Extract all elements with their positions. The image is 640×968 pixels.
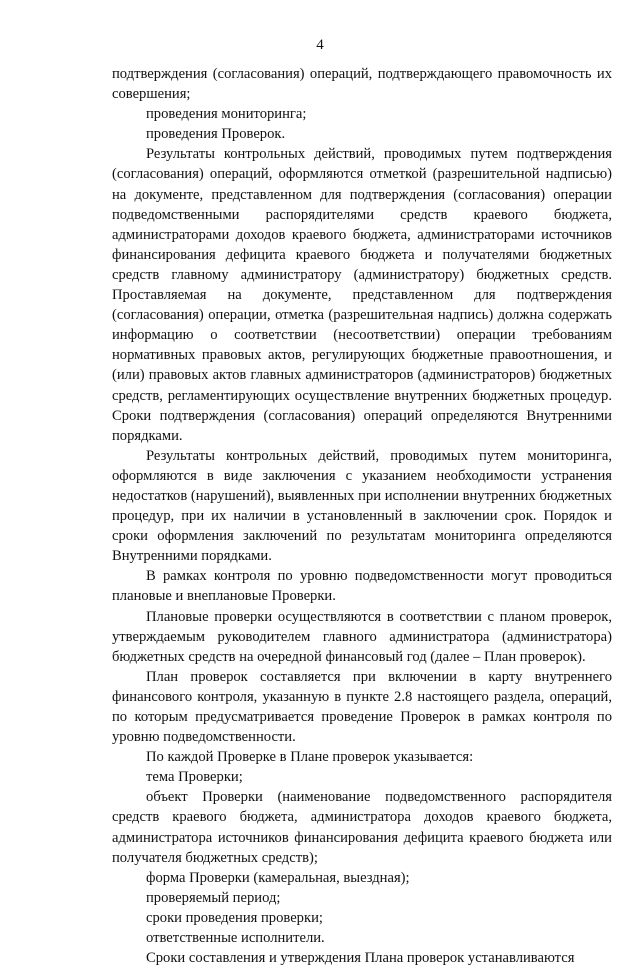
paragraph-16: Сроки составления и утверждения Плана проверок устанавливаются	[146, 950, 575, 967]
paragraph-5: Результаты контрольных действий, проводимых путем мониторинга, оформляются в виде заключения с указанием необходимости устранения недостатков (нарушений), выявленных при исполнении внутренних бюджетных процедур, при их наличии в установленный в заключении срок. Порядок и сроки оформления заключений по результатам мониторинга определяются Внутренними порядками.	[112, 447, 612, 565]
document-body	[112, 64, 612, 968]
paragraph-9: По каждой Проверке в Плане проверок указывается:	[146, 749, 474, 766]
paragraph-14: сроки проведения проверки;	[146, 909, 323, 926]
paragraph-2: проведения мониторинга;	[146, 106, 307, 123]
paragraph-7: Плановые проверки осуществляются в соответствии с планом проверок, утверждаемым руководителем главного администратора (администратора) бюджетных средств на очередной финансовый год (далее – План проверок).	[112, 608, 612, 665]
paragraph-6: В рамках контроля по уровню подведомственности могут проводиться плановые и внеплановые Проверки.	[112, 568, 612, 605]
paragraph-11: объект Проверки (наименование подведомственного распорядителя средств краевого бюджета, администратора доходов краевого бюджета, администратора источников финансирования дефицита краевого бюджета или получателя бюджетных средств);	[112, 789, 612, 866]
paragraph-10: тема Проверки;	[146, 769, 243, 786]
page-number: 4	[316, 37, 324, 53]
paragraph-4: Результаты контрольных действий, проводимых путем подтверждения (согласования) операций, оформляются отметкой (разрешительной надписью) на документе, представленном для подтверждения (согласования) операции подведомственными распорядителями средств краевого бюджета, администраторами доходов краевого бюджета, администраторами источников финансирования дефицита краевого бюджета и получателями бюджетных средств главному администратору (администратору) бюджетных средств. Проставляемая на документе, представленном для подтверждения (согласования) операции, отметка (разрешительная надпись) должна содержать информацию о соответствии (несоответствии) операции требованиям нормативных правовых актов, регулирующих бюджетные правоотношения, и (или) правовых актов главных администраторов (администраторов) бюджетных средств, регламентирующих осуществление внутренних бюджетных процедур. Сроки подтверждения (согласования) операций определяются Внутренними порядками.	[112, 146, 612, 444]
paragraph-3: проведения Проверок.	[146, 126, 286, 143]
paragraph-13: проверяемый период;	[146, 889, 281, 906]
paragraph-8: План проверок составляется при включении в карту внутреннего финансового контроля, указанную в пункте 2.8 настоящего раздела, операций, по которым предусматривается проведение Проверок в рамках контроля по уровню подведомственности.	[112, 668, 612, 746]
paragraph-1: подтверждения (согласования) операций, подтверждающего правомочность их совершения;	[112, 66, 612, 103]
paragraph-15: ответственные исполнители.	[146, 930, 325, 947]
paragraph-12: форма Проверки (камеральная, выездная);	[146, 869, 410, 886]
